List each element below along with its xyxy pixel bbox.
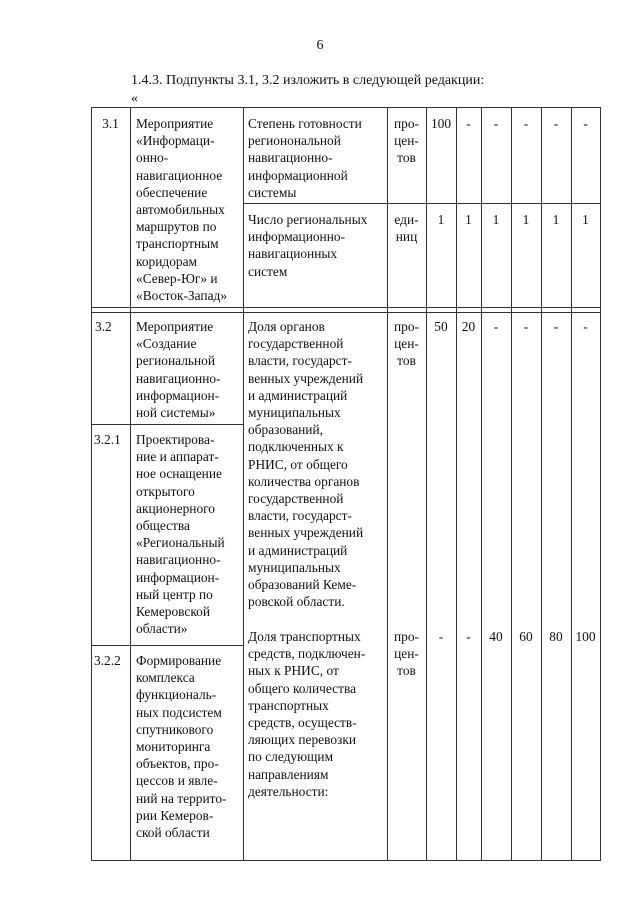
- indicator-vehicles-share-name: Доля транспортных средств, подключен- ных к РНИС, от общего количества транспортных средств, осуществ- ляющих перевозки по следующим направлениям деятельности:: [248, 629, 366, 799]
- indicator-readiness-value: 100: [430, 116, 452, 131]
- indicator-systems-count-value: 1: [552, 212, 560, 227]
- indicator-systems-count-value: 1: [582, 212, 589, 227]
- indicator-authorities-share-name: Доля органов государственной власти, государст- венных учреждений и администраций муниципальных образований, подключенных к РНИС, от общего количества органов государственной власти, государст- венных учреждений и администраций муниципальных образований Кеме- ровской области.: [248, 319, 364, 610]
- row-3-1-event: Мероприятие «Информаци- онно- навигационное обеспечение автомобильных маршрутов по транспортным коридорам «Север-Юг» и «Восток-Запад»: [136, 116, 228, 304]
- indicator-authorities-share-value: -: [583, 319, 588, 334]
- indicator-systems-count-value: 1: [492, 212, 500, 227]
- indicator-vehicles-share-value: 100: [575, 629, 596, 644]
- indicator-authorities-share-value: 20: [461, 319, 476, 334]
- row-3-2-1-event: Проектирова- ние и аппарат- ное оснащение открытого акционерного общества «Региональный навигационно- информацион- ный центр по Кемеровской области»: [136, 432, 225, 637]
- indicator-vehicles-share-value: 80: [549, 629, 563, 644]
- indicator-readiness-value: -: [523, 116, 529, 131]
- row-3-2-1-number: 3.2.1: [94, 432, 121, 447]
- indicator-systems-count-name: Число региональных информационно- навигационных систем: [248, 212, 368, 279]
- opening-quote: «: [131, 91, 138, 106]
- indicator-systems-count-value: 1: [522, 212, 530, 227]
- indicator-authorities-share-value: -: [493, 319, 499, 334]
- table-border-top: [91, 107, 601, 108]
- table-border-bottom: [91, 860, 601, 861]
- indicator-authorities-share-value: 50: [434, 319, 448, 334]
- indicator-readiness-value: -: [493, 116, 499, 131]
- row-3-2-event-bottom-line: [91, 424, 243, 425]
- indicator-vehicles-share-value: -: [438, 629, 444, 644]
- indicator-systems-count-unit: еди- ниц: [394, 212, 419, 245]
- indicator-vehicles-share-value: -: [466, 629, 471, 644]
- col-line-10: [600, 107, 601, 861]
- indicator-authorities-share-value: -: [523, 319, 529, 334]
- row-3-2-2-number: 3.2.2: [94, 653, 121, 668]
- indicator-vehicles-share-value: 40: [489, 629, 503, 644]
- col-line-1: [130, 107, 131, 861]
- row-3-2-number: 3.2: [95, 319, 112, 334]
- indicator-authorities-share-unit: про- цен- тов: [393, 319, 420, 369]
- page-number: 6: [316, 38, 324, 53]
- indicator-readiness-value: -: [553, 116, 559, 131]
- indicator-readiness-unit: про- цен- тов: [393, 116, 420, 166]
- row-3-2-event: Мероприятие «Создание региональной навигационно- информацион- ной системы»: [136, 319, 221, 421]
- col-line-0: [91, 107, 92, 861]
- row-3-1-bottom-line: [91, 307, 601, 308]
- indicator-vehicles-share-unit: про- цен- тов: [393, 629, 420, 679]
- indicator-systems-count-value: 1: [465, 212, 472, 227]
- indicator-systems-count-value: 1: [437, 212, 445, 227]
- row-3-1-split-line: [243, 203, 601, 204]
- indicator-readiness-value: -: [466, 116, 471, 131]
- row-3-1-number: 3.1: [102, 116, 119, 131]
- col-line-2: [243, 107, 244, 861]
- indicator-readiness-name: Степень готовности регионональной навигационно- информационной системы: [248, 116, 362, 200]
- indicator-authorities-share-value: -: [553, 319, 559, 334]
- indicator-readiness-value: -: [583, 116, 588, 131]
- row-3-2-2-event: Формирование комплекса функциональ- ных подсистем спутникового мониторинга объектов, про- цессов и явле- ний на террито- рии Кемеров- ской области: [136, 653, 227, 841]
- intro-text: 1.4.3. Подпункты 3.1, 3.2 изложить в следующей редакции:: [131, 73, 485, 88]
- row-3-2-1-bottom-line: [91, 645, 243, 646]
- indicator-vehicles-share-value: 60: [519, 629, 533, 644]
- row-3-2-top-line: [91, 312, 601, 313]
